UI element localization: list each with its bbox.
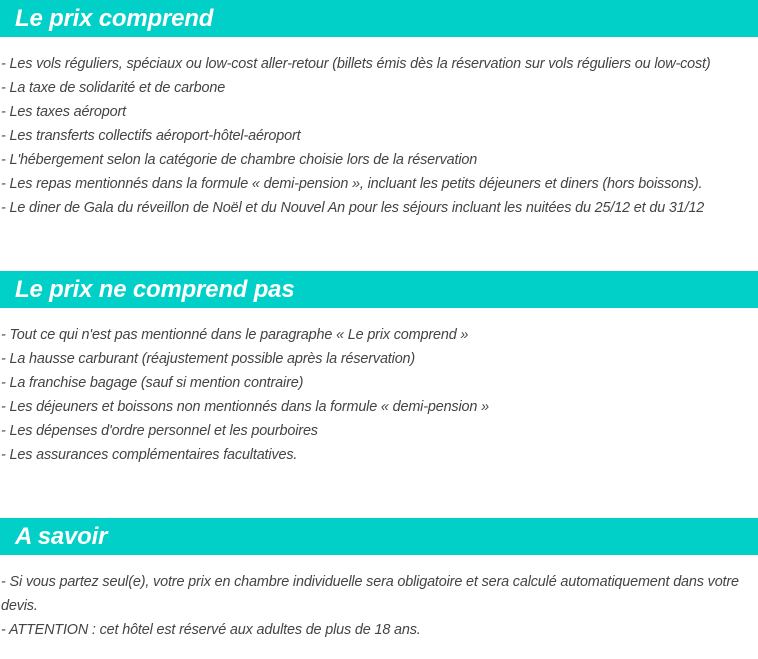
list-item: - Les vols réguliers, spéciaux ou low-cost aller-retour (billets émis dès la réservation sur vols réguliers ou low-cost) — [1, 56, 711, 72]
list-item: - La franchise bagage (sauf si mention contraire) — [1, 375, 304, 391]
section-le-prix-comprend — [0, 0, 758, 220]
list-item: - Les taxes aéroport — [1, 104, 126, 120]
list-item: - Si vous partez seul(e), votre prix en chambre individuelle sera obligatoire et sera calculé automatiquement dans votre devis. — [1, 574, 739, 614]
section-le-prix-ne-comprend-pas — [0, 271, 758, 467]
list-item: - La taxe de solidarité et de carbone — [1, 80, 226, 96]
list-item: - Tout ce qui n'est pas mentionné dans le paragraphe « Le prix comprend » — [1, 327, 469, 343]
section-title: Le prix comprend — [15, 5, 214, 32]
section-title: A savoir — [15, 523, 108, 550]
list-item: - La hausse carburant (réajustement possible après la réservation) — [1, 351, 416, 367]
list-item: - L'hébergement selon la catégorie de chambre choisie lors de la réservation — [1, 152, 478, 168]
section-header — [0, 271, 758, 308]
section-header — [0, 0, 758, 37]
section-title: Le prix ne comprend pas — [15, 276, 295, 303]
list-item: - Les assurances complémentaires facultatives. — [1, 447, 298, 463]
list-item: - Les repas mentionnés dans la formule « demi-pension », incluant les petits déjeuners et diners (hors boissons). — [1, 176, 703, 192]
list-item: - ATTENTION : cet hôtel est réservé aux adultes de plus de 18 ans. — [1, 622, 421, 638]
list-item: - Les déjeuners et boissons non mentionnés dans la formule « demi-pension » — [1, 399, 489, 415]
item-list — [0, 52, 758, 220]
list-item: - Les transferts collectifs aéroport-hôtel-aéroport — [1, 128, 301, 144]
section-a-savoir — [0, 518, 758, 642]
list-item: - Le diner de Gala du réveillon de Noël et du Nouvel An pour les séjours incluant les nuitées du 25/12 et du 31/12 — [1, 200, 705, 216]
item-list — [0, 570, 758, 642]
item-list — [0, 323, 758, 467]
list-item: - Les dépenses d'ordre personnel et les pourboires — [1, 423, 318, 439]
section-header — [0, 518, 758, 555]
